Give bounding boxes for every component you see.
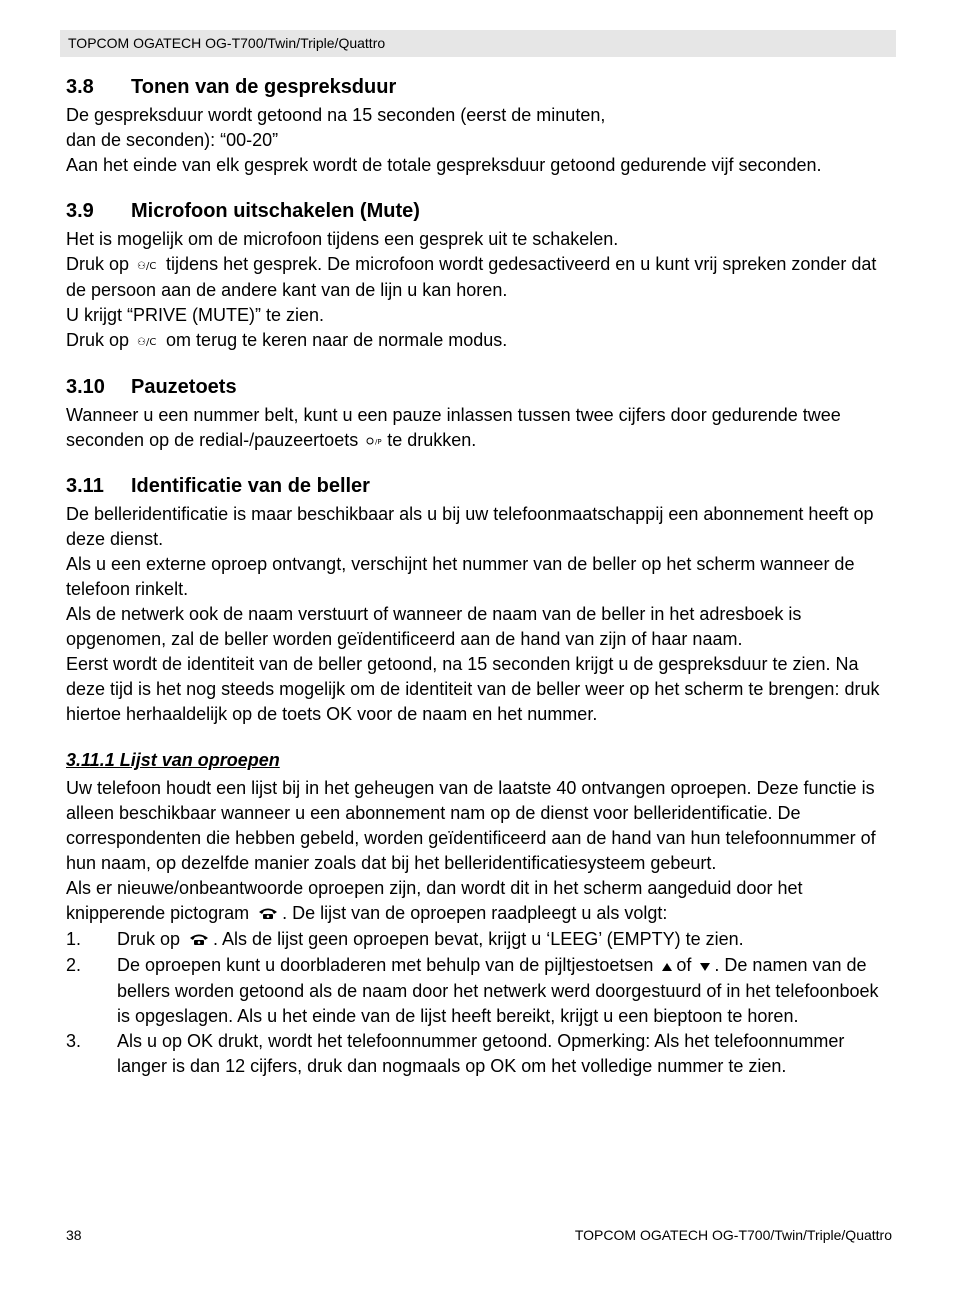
svg-text:⚇/C: ⚇/C xyxy=(137,336,157,347)
intercom-mute-icon xyxy=(137,253,163,278)
page-content xyxy=(66,74,896,1079)
telephone-icon xyxy=(257,902,279,927)
subsection-title: 3.11.1 Lijst van oproepen xyxy=(66,750,280,771)
text: om terug te keren naar de normale modus. xyxy=(166,329,508,350)
paragraph xyxy=(66,328,896,354)
text: . Als de lijst geen oproepen bevat, krijgt u ‘LEEG’ (EMPTY) te zien. xyxy=(213,929,744,949)
paragraph: Het is mogelijk om de microfoon tijdens een gesprek uit te schakelen. xyxy=(66,229,619,249)
section-3-11 xyxy=(66,473,896,727)
paragraph: U krijgt “PRIVE (MUTE)” te zien. xyxy=(66,304,325,325)
paragraph xyxy=(66,103,896,153)
footer-title: TOPCOM OGATECH OG-T700/Twin/Triple/Quattro xyxy=(574,1227,892,1243)
svg-text:/P: /P xyxy=(375,438,382,447)
list-item xyxy=(66,927,896,953)
paragraph xyxy=(66,403,896,454)
section-heading xyxy=(66,473,896,499)
text: tijdens het gesprek. De microfoon wordt gedesactiveerd en u kunt vrij spreken zonder dat de persoon aan de andere kant van de lijn u kan horen. xyxy=(66,254,877,300)
list-number: 3. xyxy=(66,1030,82,1051)
text: Druk op xyxy=(66,254,130,274)
section-title: Microfoon uitschakelen (Mute) xyxy=(131,200,420,222)
steps-list xyxy=(66,927,896,1079)
text: Als u op OK drukt, wordt het telefoonnummer getoond. Opmerking: Als het telefoonnummer langer is dan 12 cijfers, druk dan nogmaals op OK om het volledige nummer te zien. xyxy=(117,1030,845,1076)
text: De gespreksduur wordt getoond na 15 seconden (eerst de minuten, xyxy=(66,105,606,125)
text: Wanneer u een nummer belt, kunt u een pauze inlassen tussen twee cijfers door gedurende twee seconden op de redial-/pauzeertoets xyxy=(66,404,841,450)
paragraph: De belleridentificatie is maar beschikbaar als u bij uw telefoonmaatschappij een abonnement heeft op deze dienst. xyxy=(66,504,874,550)
list-item xyxy=(66,953,896,1029)
list-number: 1. xyxy=(66,929,82,949)
header-title: TOPCOM OGATECH OG-T700/Twin/Triple/Quattro xyxy=(68,35,386,51)
text: te drukken. xyxy=(387,429,477,450)
paragraph: Aan het einde van elk gesprek wordt de totale gespreksduur getoond gedurende vijf seconden. xyxy=(66,155,822,175)
list-item xyxy=(66,1029,896,1079)
text: Als er nieuwe/onbeantwoorde oproepen zijn, dan wordt dit in het scherm aangeduid door het knipperende pictogram xyxy=(66,878,803,924)
text: of xyxy=(676,954,692,975)
section-title: Pauzetoets xyxy=(131,375,237,398)
text: . De lijst van de oproepen raadpleegt u als volgt: xyxy=(282,903,668,924)
text: De oproepen kunt u doorbladeren met behulp van de pijltjestoetsen xyxy=(117,954,654,975)
redial-pause-icon xyxy=(366,428,384,453)
telephone-icon xyxy=(188,928,210,953)
section-3-11-1 xyxy=(66,747,896,1078)
paragraph: Eerst wordt de identiteit van de beller getoond, na 15 seconden krijgt u de gespreksduur te zien. Na deze tijd is het nog steeds mogelijk om de identiteit van de beller weer op het scherm te brengen: druk hiertoe herhaaldelijk op de toets OK voor de naam en het nummer. xyxy=(66,654,880,725)
section-title: Identificatie van de beller xyxy=(131,475,370,498)
paragraph: Als de netwerk ook de naam verstuurt of wanneer de naam van de beller in het adresboek is opgenomen, zal de beller worden geïdentificeerd aan de hand van zijn of haar naam. xyxy=(66,604,802,650)
section-3-10 xyxy=(66,374,896,454)
text: . De namen van de bellers worden getoond als de naam door het netwerk werd doorgestuurd of in het telefoonboek is opgeslagen. Als u het einde van de lijst heeft bereikt, krijgt u een bieptoon te horen. xyxy=(117,954,879,1026)
paragraph: Als u een externe oproep ontvangt, verschijnt het nummer van de beller op het scherm wanneer de telefoon rinkelt. xyxy=(66,554,855,600)
section-number: 3.9 xyxy=(66,200,94,222)
section-heading xyxy=(66,74,896,100)
paragraph xyxy=(66,252,896,303)
section-title: Tonen van de gespreksduur xyxy=(131,76,397,98)
section-3-9 xyxy=(66,198,896,354)
text: Druk op xyxy=(117,929,181,949)
down-arrow-icon xyxy=(699,954,711,979)
section-heading xyxy=(66,198,896,224)
section-heading xyxy=(66,374,896,400)
text: dan de seconden): “00-20” xyxy=(66,130,279,150)
page-number: 38 xyxy=(66,1227,82,1243)
section-3-8 xyxy=(66,74,896,178)
section-number: 3.8 xyxy=(66,76,94,98)
intercom-mute-icon xyxy=(137,329,163,354)
paragraph xyxy=(66,876,896,927)
list-number: 2. xyxy=(66,954,82,975)
header-bar xyxy=(60,30,896,57)
svg-text:⚇/C: ⚇/C xyxy=(137,260,157,271)
paragraph: Uw telefoon houdt een lijst bij in het geheugen van de laatste 40 ontvangen oproepen. Deze functie is alleen beschikbaar wanneer u een abonnement nam op de dienst voor belleridentificatie. De correspondenten die hebben gebeld, worden geïdentificeerd aan de hand van hun telefoonnummer of hun naam, op dezelfde manier zoals dat bij het belleridentificatiesysteem gebeurt. xyxy=(66,778,876,874)
up-arrow-icon xyxy=(661,954,673,979)
text: Druk op xyxy=(66,329,130,350)
section-number: 3.10 xyxy=(66,375,105,398)
section-number: 3.11 xyxy=(66,475,104,498)
